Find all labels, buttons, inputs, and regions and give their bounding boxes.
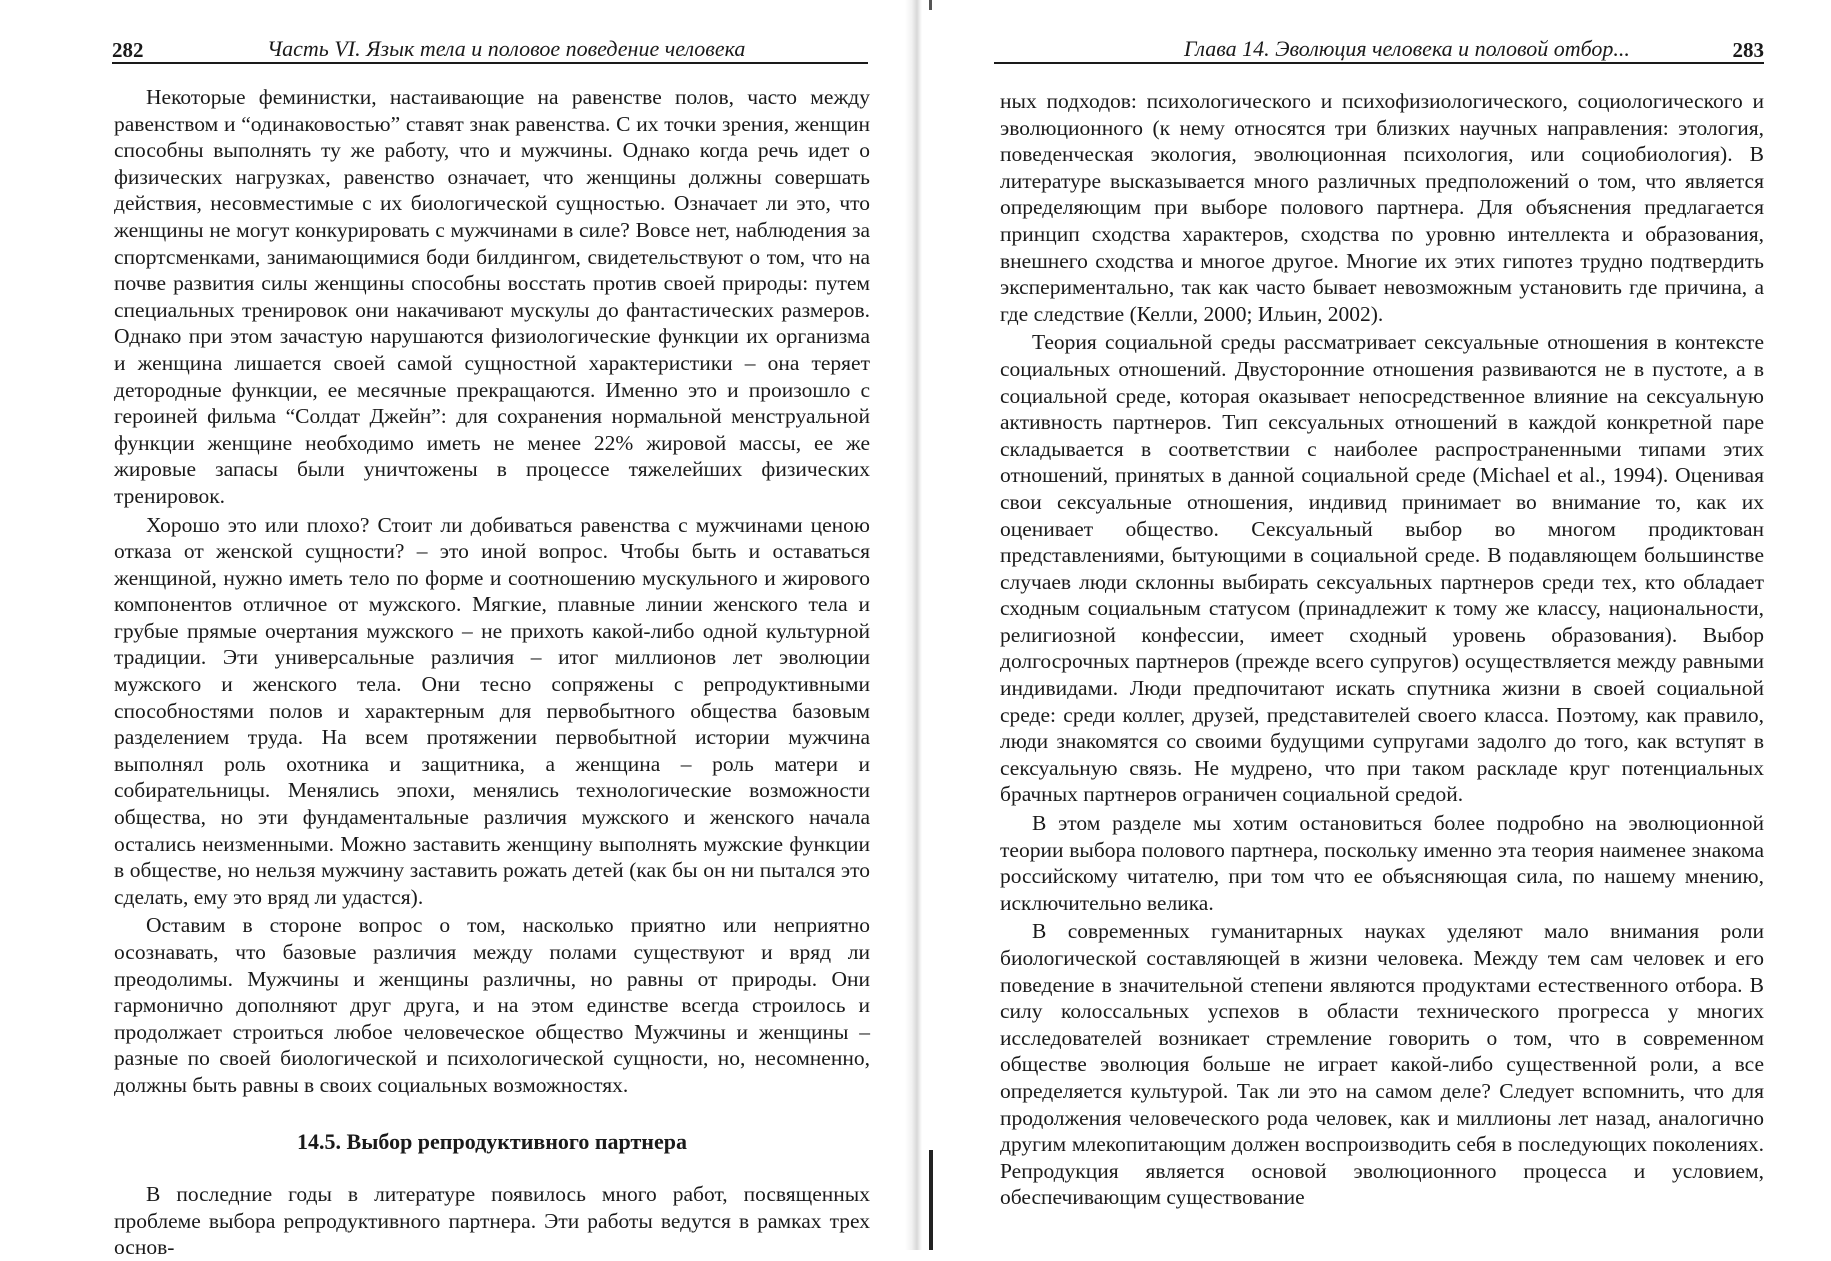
paragraph: В этом разделе мы хотим остановиться более подробно на эволюционной теории выбора полового партнера, поскольку именно эта теория наименее знакома российскому читателю, при том что ее объясняющая сила, по нашему мнению, исключительно велика. — [1000, 811, 1764, 915]
paragraph: Некоторые феминистки, настаивающие на равенстве полов, часто между равенством и “одинаковостью” ставят знак равенства. С их точки зрения, женщин способны выполнять ту же работу, что и мужчины. Однако когда речь идет о физических нагрузках, равенство означает, что женщины должны совершать действия, несовместимые с их биологической сущностью. Означает ли это, что женщины не могут конкурировать с мужчинами в силе? Вовсе нет, наблюдения за спортсменками, занимающимися боди билдингом, свидетельствуют о том, что на почве развития силы женщины способны восстать против своей природы: путем специальных тренировок они накачивают мускулы до фантастических размеров. Однако при этом зачастую нарушаются физиологические функции их организма и женщина лишается своей самой сущностной характеристики – она теряет детородные функции, ее месячные прекращаются. Именно это и произошло с героиней фильма “Солдат Джейн”: для сохранения нормальной менструальной функции женщине необходимо иметь не менее 22% жировой массы, ее же жировые запасы были уничтожены в процессе тяжелейших физических тренировок. — [114, 85, 870, 508]
paragraph: Теория социальной среды рассматривает сексуальные отношения в контексте социальных отношений. Двусторонние отношения развиваются не в пустоте, а в социальной среде, которая оказывает непосредственное влияние на сексуальную активность партнеров. Тип сексуальных отношений в каждой конкретной паре складывается в соответствии с наиболее распространенными типами этих отношений, принятых в данной социальной среде (Michael et al., 1994). Оценивая свои сексуальные отношения, индивид принимает во внимание то, как их оценивает общество. Сексуальный выбор во многом продиктован представлениями, бытующими в социальной среде. В подавляющем большинстве случаев люди склонны выбирать сексуальных партнеров среди тех, кто обладает сходным социальным статусом (принадлежит к тому же классу, национальности, религиозной конфессии, имеет сходный уровень образования). Выбор долгосрочных партнеров (прежде всего супругов) осуществляется между равными индивидами. Люди предпочитают искать спутника жизни в своей социальной среде: среди коллег, друзей, представителей своего класса. Поэтому, как правило, люди знакомятся со своими будущими супругами задолго до того, как вступят в сексуальную связь. Не мудрено, что при таком раскладе круг потенциальных брачных партнеров ограничен социальной средой. — [1000, 330, 1764, 807]
page-number: 283 — [1732, 38, 1764, 62]
paragraph: ных подходов: психологического и психофизиологического, социологического и эволюционного (к нему относятся три близких научных направления: этология, поведенческая экология, эволюционная психология, или социобиология). В литературе высказывается много различных предположений о том, что является определяющим при выборе полового партнера. Для объяснения предлагается принцип сходства характеров, сходства по уровню интеллекта и образования, внешнего сходства и многое другое. Многие их этих гипотез трудно подтвердить экспериментально, так как часто бывает невозможным установить где причина, а где следствие (Келли, 2000; Ильин, 2002). — [1000, 89, 1764, 326]
paragraph: В современных гуманитарных науках уделяют мало внимания роли биологической составляющей в жизни человека. Между тем сам человек и его поведение в значительной степени являются продуктами естественного отбора. В силу колоссальных успехов в области технического прогресса у многих исследователей возникает стремление говорить о том, что в современном обществе эволюция больше не играет какой-либо существенной роли, а все определяется культурой. Так ли это на самом деле? Следует вспомнить, что для продолжения человеческого рода человек, как и миллионы лет назад, аналогично другим млекопитающим должен воспроизводить себя в последующих поколениях. Репродукция является основой эволюционного процесса и условием, обеспечивающим существование — [1000, 919, 1764, 1210]
paragraph: В последние годы в литературе появилось много работ, посвященных проблеме выбора репродуктивного партнера. Эти работы ведутся в рамках трех основ- — [114, 1182, 870, 1260]
left-page-text — [114, 84, 870, 1261]
right-page-text — [1000, 88, 1764, 1211]
paragraph: Хорошо это или плохо? Стоит ли добиваться равенства с мужчинами ценою отказа от женской сущности? – это иной вопрос. Чтобы быть и оставаться женщиной, нужно иметь тело по форме и соотношению мускульного и жирового компонентов отличное от мужского. Мягкие, плавные линии женского тела и грубые прямые очертания мужского – не прихоть какой-либо одной культурной традиции. Эти универсальные различия – итог миллионов лет эволюции мужского и женского тела. Они тесно сопряжены с репродуктивными способностями полов и характерным для первобытного общества базовым разделением труда. На всем протяжении первобытной истории мужчина выполнял роль охотника и защитника, а женщина – роль матери и собирательницы. Менялись эпохи, менялись технологические возможности общества, но эти фундаментальные различия мужского и женского начала остались неизменными. Можно заставить женщину выполнять мужские функции в обществе, но нельзя мужчину заставить рожать детей (как бы он ни пытался это сделать, ему это вряд ли удастся). — [114, 512, 870, 909]
right-page-header — [994, 28, 1764, 64]
section-heading: 14.5. Выбор репродуктивного партнера — [297, 1128, 687, 1154]
running-header: Глава 14. Эволюция человека и половой отбор... — [1184, 36, 1630, 61]
left-page — [0, 0, 905, 1260]
left-page-header — [112, 28, 868, 64]
page-number: 282 — [112, 38, 144, 62]
running-header: Часть VI. Язык тела и половое поведение человека — [267, 36, 746, 61]
paragraph: Оставим в стороне вопрос о том, насколько приятно или неприятно осознавать, что базовые различия между полами существуют и вряд ли преодолимы. Мужчины и женщины различны, но равны от природы. Они гармонично дополняют друг друга, и на этом единстве всегда строилось и продолжает строиться любое человеческое общество Мужчины и женщины – разные по своей биологической и психологической сущности, но, несомненно, должны быть равны в своих социальных возможностях. — [114, 913, 870, 1097]
book-gutter — [905, 0, 922, 1250]
right-page — [922, 0, 1831, 1250]
